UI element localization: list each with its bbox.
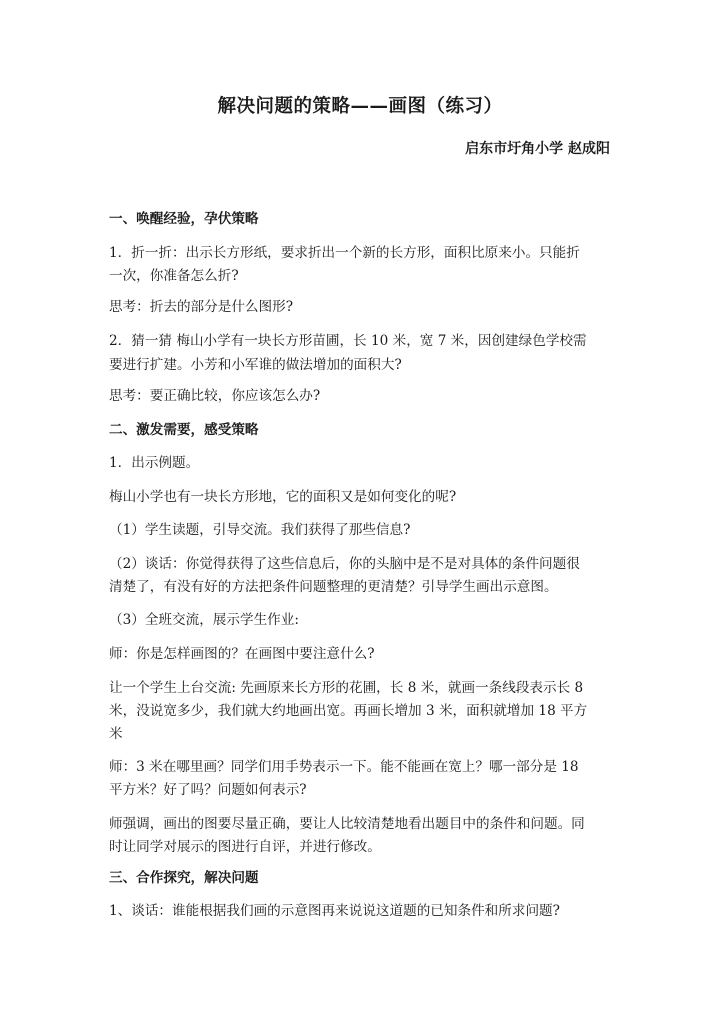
paragraph-line: 要进行扩建。小芳和小军谁的做法增加的面积大? — [109, 357, 402, 373]
paragraph-line: （2）谈话：你觉得获得了这些信息后，你的头脑中是不是对具体的条件问题很 — [109, 556, 580, 572]
paragraph-line: 师：3 米在哪里画？同学们用手势表示一下。能不能画在宽上？哪一部分是 18 — [109, 759, 579, 775]
paragraph-line: 让一个学生上台交流: 先画原来长方形的花圃，长 8 米，就画一条线段表示长 8 — [109, 680, 584, 696]
section-heading: 一、唤醒经验，孕伏策略 — [109, 211, 259, 227]
paragraph-line: （1）学生读题，引导交流。我们获得了那些信息? — [109, 522, 411, 538]
author-line: 启东市圩角小学 赵成阳 — [465, 141, 610, 157]
paragraph-line: 梅山小学也有一块长方形地，它的面积又是如何变化的呢? — [109, 489, 457, 505]
paragraph-line: 2．猜一猜 梅山小学有一块长方形苗圃，长 10 米，宽 7 米，因创建绿色学校需 — [109, 333, 587, 349]
paragraph-line: 思考：要正确比较，你应该怎么办? — [109, 388, 321, 404]
document-title: 解决问题的策略——画图（练习） — [217, 96, 503, 117]
paragraph-line: 平方米？好了吗？问题如何表示? — [109, 782, 307, 798]
section-heading: 三、合作探究，解决问题 — [109, 870, 259, 886]
paragraph-line: 1、谈话：谁能根据我们画的示意图再来说说这道题的已知条件和所求问题? — [109, 903, 560, 919]
paragraph-line: 思考：折去的部分是什么图形? — [109, 299, 294, 315]
paragraph-line: 1．出示例题。 — [109, 455, 200, 471]
section-heading: 二、激发需要，感受策略 — [109, 422, 259, 438]
paragraph-line: 清楚了，有没有好的方法把条件问题整理的更清楚？引导学生画出示意图。 — [109, 579, 558, 595]
paragraph-line: 1．折一折：出示长方形纸，要求折出一个新的长方形，面积比原来小。只能折 — [109, 245, 580, 261]
paragraph-line: （3）全班交流，展示学生作业: — [109, 612, 299, 628]
paragraph-line: 一次，你准备怎么折? — [109, 268, 239, 284]
paragraph-line: 师强调，画出的图要尽量正确，要让人比较清楚地看出题目中的条件和问题。同 — [109, 816, 585, 832]
paragraph-line: 米，没说宽多少，我们就大约地画出宽。再画长增加 3 米，面积就增加 18 平方 — [109, 703, 588, 719]
paragraph-line: 师：你是怎样画图的？在画图中要注意什么? — [109, 646, 375, 662]
paragraph-line: 时让同学对展示的图进行自评，并进行修改。 — [109, 839, 381, 855]
paragraph-line: 米 — [109, 726, 123, 742]
